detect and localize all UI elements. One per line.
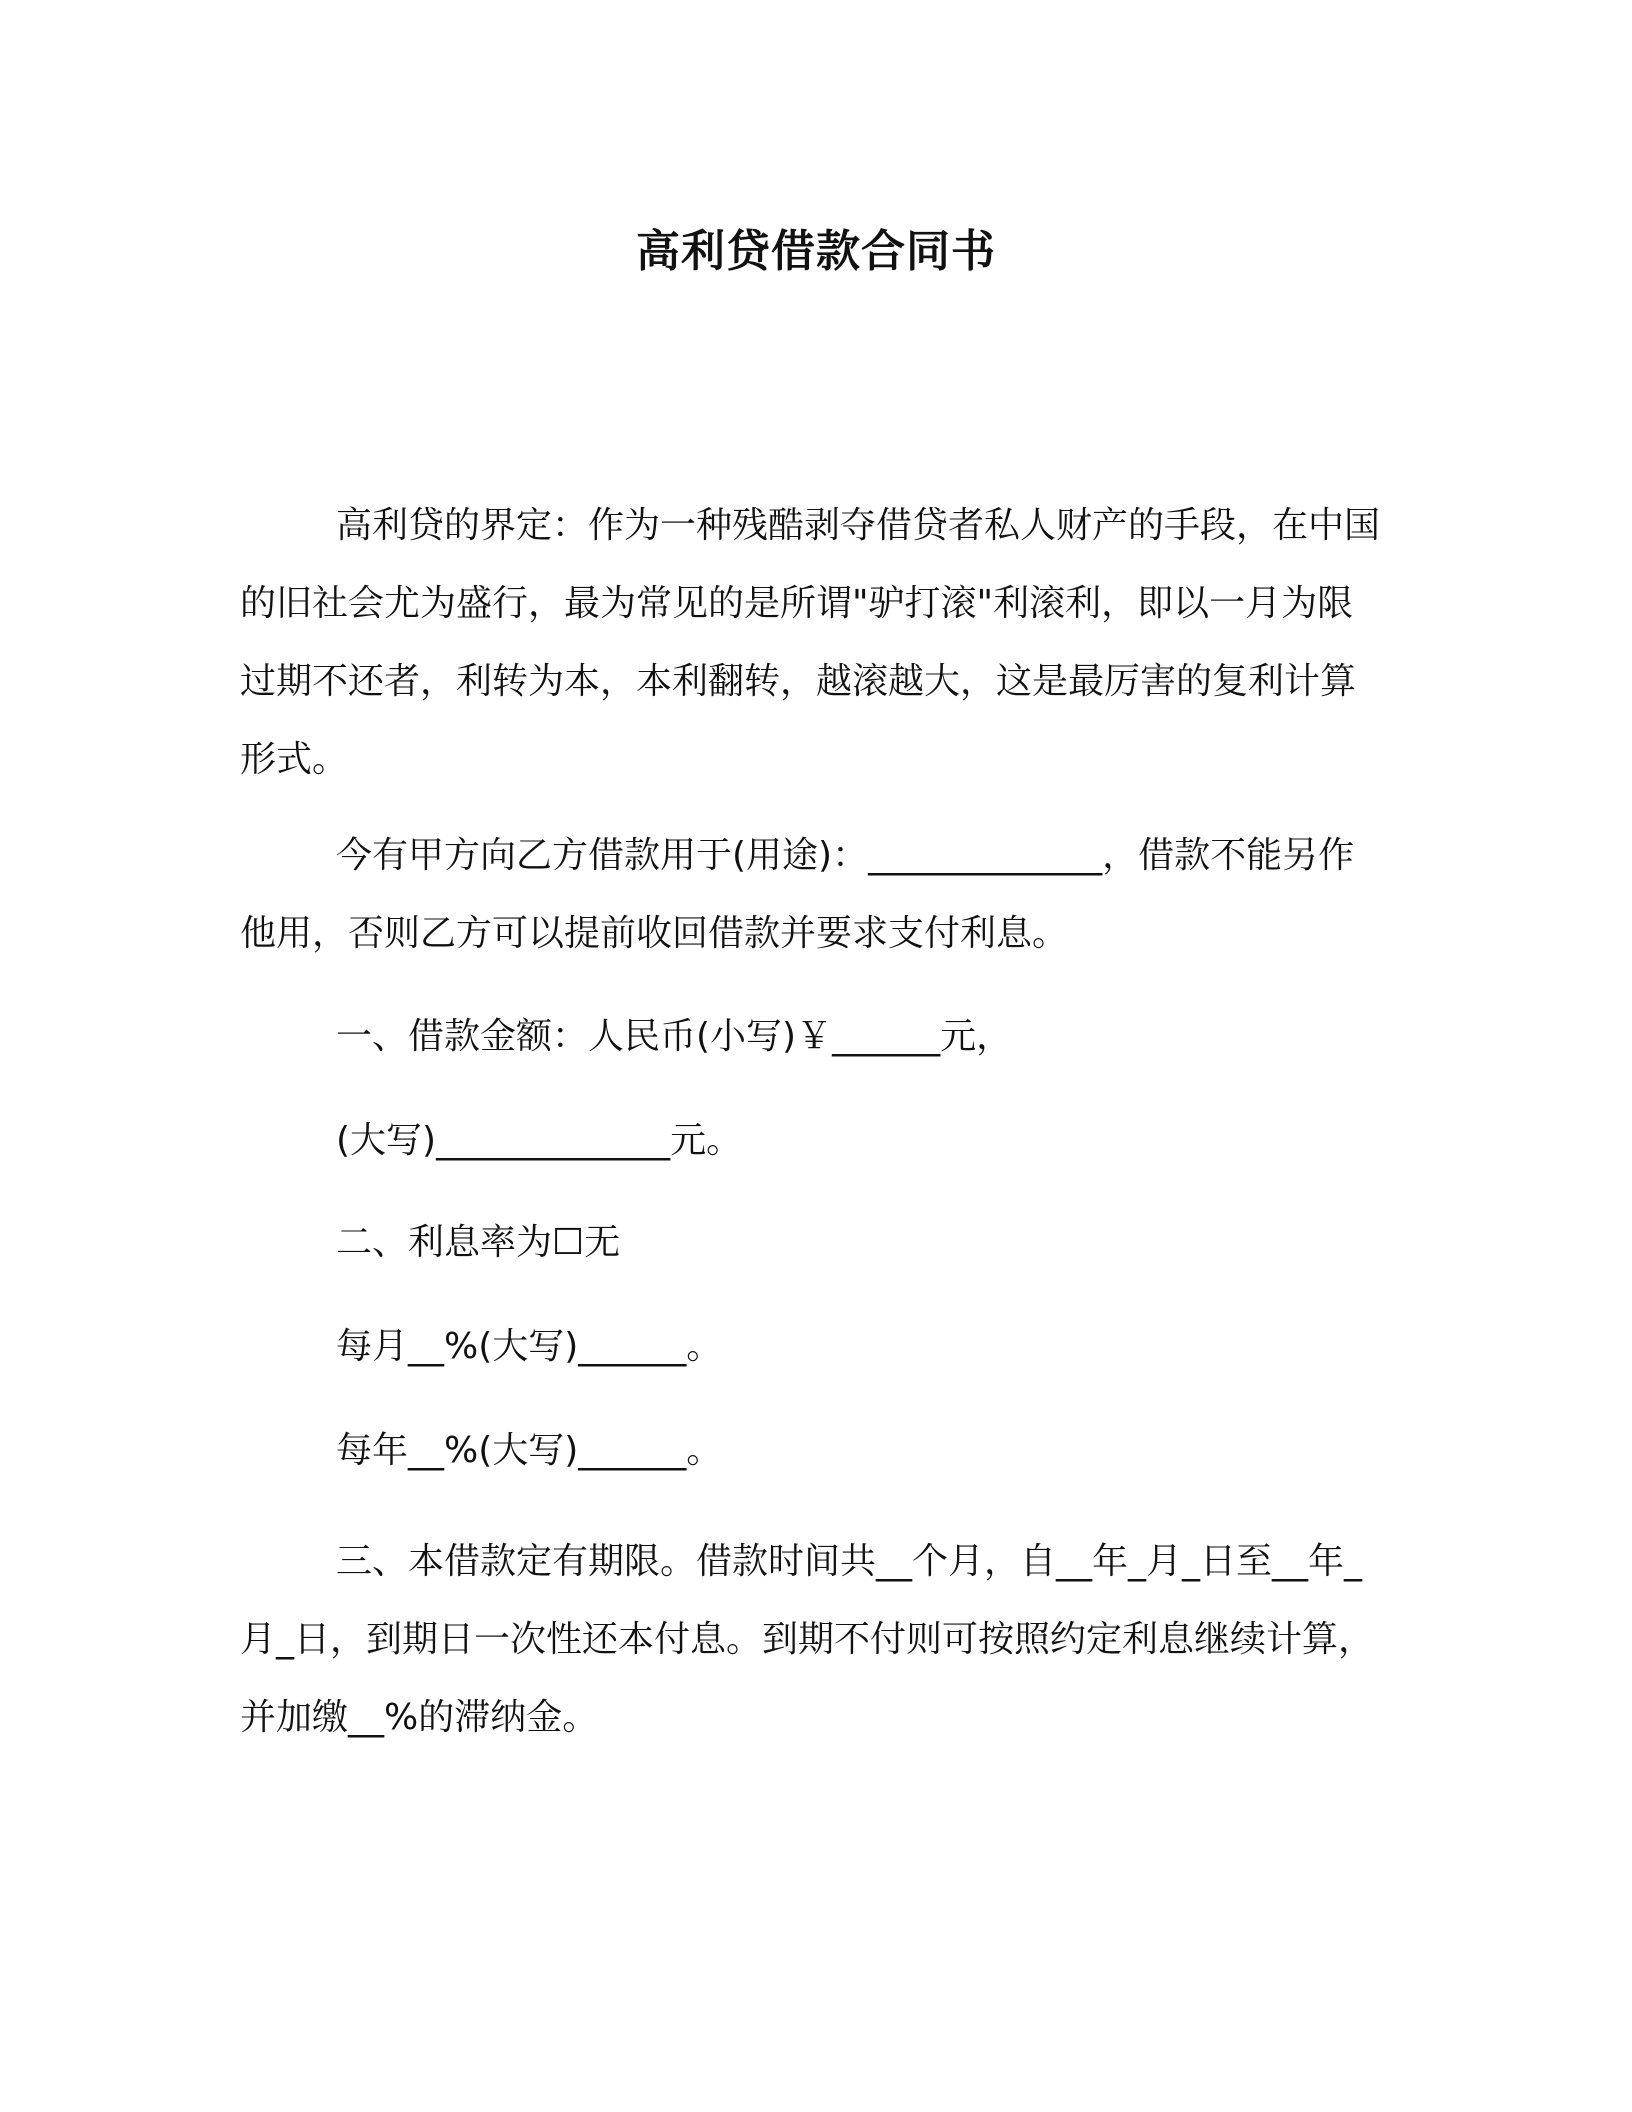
paragraph-amount-uppercase: (大写)_____________元。: [336, 1120, 743, 1161]
document-title: 高利贷借款合同书: [636, 226, 996, 277]
paragraph-yearly-rate: 每年__%(大写)______。: [336, 1430, 723, 1471]
paragraph-definition: 高利贷的界定：作为一种残酷剥夺借贷者私人财产的手段，在中国的旧社会尤为盛行，最为常见的是所谓"驴打滚"利滚利，即以一月为限过期不还者，利转为本，本利翻转，越滚越大，这是最厉害的复利计算形式。: [240, 505, 1381, 780]
paragraph-purpose: 今有甲方向乙方借款用于(用途)：_____________，借款不能另作他用，否则乙方可以提前收回借款并要求支付利息。: [240, 835, 1355, 954]
paragraph-loan-term: 三、本借款定有期限。借款时间共__个月，自__年_月_日至__年_月_日，到期日一次性还本付息。到期不付则可按照约定利息继续计算，并加缴__%的滞纳金。: [240, 1541, 1375, 1738]
paragraph-interest-rate: 二、利息率为☐无: [336, 1222, 621, 1263]
paragraph-monthly-rate: 每月__%(大写)______。: [336, 1326, 723, 1367]
paragraph-amount-lowercase: 一、借款金额：人民币(小写)￥______元，: [336, 1016, 1013, 1057]
